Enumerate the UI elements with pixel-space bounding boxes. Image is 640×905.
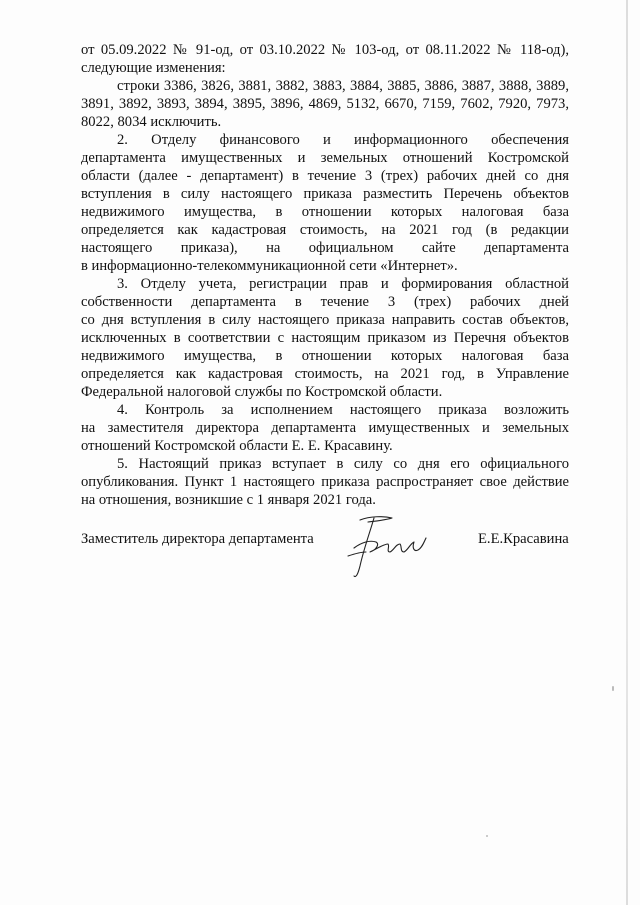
text-line: от 05.09.2022 № 91-од, от 03.10.2022 № 103-од, от 08.11.2022 № 118-од), — [81, 42, 569, 58]
paragraph-4-line: на заместителя директора департамента имущественных и земельных — [81, 420, 569, 436]
paragraph-3-line: исключенных в соответствии с настоящим приказом из Перечня объектов — [81, 330, 569, 346]
page-edge-shadow — [626, 0, 628, 905]
paragraph-4-line: 4. Контроль за исполнением настоящего приказа возложить — [117, 402, 569, 418]
scan-speck — [612, 686, 614, 691]
paragraph-5-line: 5. Настоящий приказ вступает в силу со дня его официального — [117, 456, 569, 472]
paragraph-4-line: отношений Костромской области Е. Е. Красавину. — [81, 438, 393, 454]
paragraph-3-line: собственности департамента в течение 3 (трех) рабочих дней — [81, 294, 569, 310]
text-line: 3891, 3892, 3893, 3894, 3895, 3896, 4869, 5132, 6670, 7159, 7602, 7920, 7973, — [81, 96, 569, 112]
paragraph-2-line: недвижимого имущества, в отношении которых налоговая база — [81, 204, 569, 220]
paragraph-2-line: определяется как кадастровая стоимость, на 2021 год (в редакции — [81, 222, 569, 238]
paragraph-3-line: определяется как кадастровая стоимость, на 2021 год, в Управление — [81, 366, 569, 382]
paragraph-2-line: департамента имущественных и земельных отношений Костромской — [81, 150, 569, 166]
paragraph-3-line: 3. Отделу учета, регистрации прав и формирования областной — [117, 276, 569, 292]
signatory-name: Е.Е.Красавина — [478, 531, 569, 547]
scan-speck — [486, 835, 488, 837]
handwritten-signature — [340, 512, 432, 582]
paragraph-2-line: 2. Отделу финансового и информационного обеспечения — [117, 132, 569, 148]
paragraph-3-line: со дня вступления в силу настоящего приказа направить состав объектов, — [81, 312, 569, 328]
paragraph-2-line: области (далее - департамент) в течение 3 (трех) рабочих дней со дня — [81, 168, 569, 184]
text-line: строки 3386, 3826, 3881, 3882, 3883, 3884, 3885, 3886, 3887, 3888, 3889, — [117, 78, 569, 94]
paragraph-2-line: вступления в силу настоящего приказа разместить Перечень объектов — [81, 186, 569, 202]
text-line: следующие изменения: — [81, 60, 226, 76]
signatory-title: Заместитель директора департамента — [81, 531, 314, 547]
paragraph-5-line: опубликования. Пункт 1 настоящего приказа распространяет свое действие — [81, 474, 569, 490]
paragraph-2-line: в информационно-телекоммуникационной сети «Интернет». — [81, 258, 458, 274]
paragraph-3-line: недвижимого имущества, в отношении которых налоговая база — [81, 348, 569, 364]
text-line: 8022, 8034 исключить. — [81, 114, 222, 130]
paragraph-3-line: Федеральной налоговой службы по Костромской области. — [81, 384, 443, 400]
paragraph-2-line: настоящего приказа), на официальном сайте департамента — [81, 240, 569, 256]
paragraph-5-line: на отношения, возникшие с 1 января 2021 года. — [81, 492, 376, 508]
